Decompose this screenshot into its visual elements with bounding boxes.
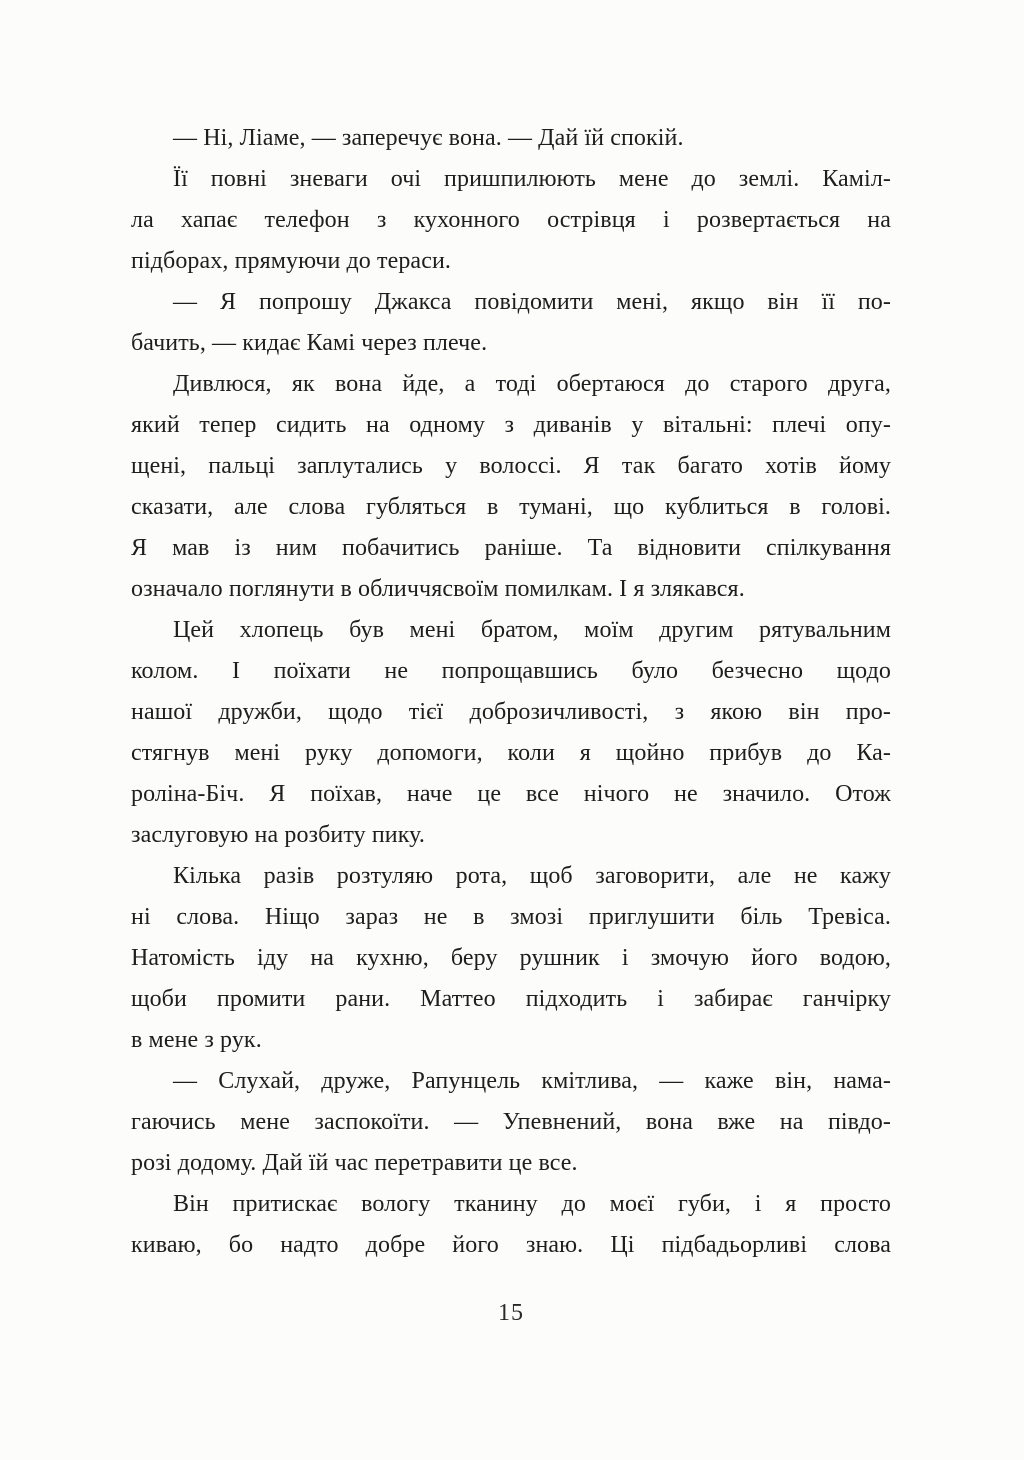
- paragraph: [131, 610, 891, 856]
- text-line: Я мав із ним побачитись раніше. Та відновити спілкування: [131, 535, 891, 561]
- text-line: киваю, бо надто добре його знаю. Ці підбадьорливі слова: [131, 1232, 891, 1258]
- page-number: 15: [498, 1300, 524, 1326]
- text-line: роліна-Біч. Я поїхав, наче це все нічого не значило. Отож: [131, 781, 891, 807]
- text-line: гаючись мене заспокоїти. — Упевнений, вона вже на півдо-: [131, 1109, 891, 1135]
- text-line: який тепер сидить на одному з диванів у вітальні: плечі опу-: [131, 412, 891, 438]
- text-line: розі додому. Дай їй час перетравити це все.: [131, 1150, 578, 1176]
- paragraph: [131, 159, 891, 282]
- text-line: стягнув мені руку допомоги, коли я щойно прибув до Ка-: [131, 740, 891, 766]
- paragraph: [131, 1061, 891, 1184]
- text-line: — Ні, Ліаме, — заперечує вона. — Дай їй спокій.: [173, 125, 684, 151]
- text-line: — Слухай, друже, Рапунцель кмітлива, — каже він, нама-: [173, 1068, 891, 1094]
- paragraph: [131, 118, 891, 159]
- text-line: Дивлюся, як вона йде, а тоді обертаюся до старого друга,: [173, 371, 891, 397]
- text-line: бачить, — кидає Камі через плече.: [131, 330, 488, 356]
- text-line: нашої дружби, щодо тієї доброзичливості, з якою він про-: [131, 699, 891, 725]
- paragraph: [131, 1184, 891, 1266]
- paragraph: [131, 364, 891, 610]
- text-line: заслуговую на розбиту пику.: [131, 822, 425, 848]
- text-line: Кілька разів розтуляю рота, щоб заговорити, але не кажу: [173, 863, 891, 889]
- text-line: колом. І поїхати не попрощавшись було безчесно щодо: [131, 658, 891, 684]
- text-line: щоби промити рани. Маттео підходить і забирає ганчірку: [131, 986, 891, 1012]
- page-text: [131, 118, 891, 1266]
- text-line: щені, пальці заплутались у волоссі. Я так багато хотів йому: [131, 453, 891, 479]
- text-line: ла хапає телефон з кухонного острівця і розвертається на: [131, 207, 891, 233]
- text-line: Її повні зневаги очі пришпилюють мене до землі. Каміл-: [173, 166, 891, 192]
- text-line: — Я попрошу Джакса повідомити мені, якщо він її по-: [173, 289, 891, 315]
- text-line: в мене з рук.: [131, 1027, 262, 1053]
- text-line: Натомість іду на кухню, беру рушник і змочую його водою,: [131, 945, 891, 971]
- text-line: Цей хлопець був мені братом, моїм другим рятувальним: [173, 617, 891, 643]
- paragraph: [131, 282, 891, 364]
- text-line: Він притискає вологу тканину до моєї губи, і я просто: [173, 1191, 891, 1217]
- text-line: підборах, прямуючи до тераси.: [131, 248, 451, 274]
- paragraph: [131, 856, 891, 1061]
- text-line: сказати, але слова губляться в тумані, що кублиться в голові.: [131, 494, 891, 520]
- text-line: ні слова. Ніщо зараз не в змозі приглушити біль Тревіса.: [131, 904, 891, 930]
- text-line: означало поглянути в обличчясвоїм помилкам. І я злякався.: [131, 576, 745, 602]
